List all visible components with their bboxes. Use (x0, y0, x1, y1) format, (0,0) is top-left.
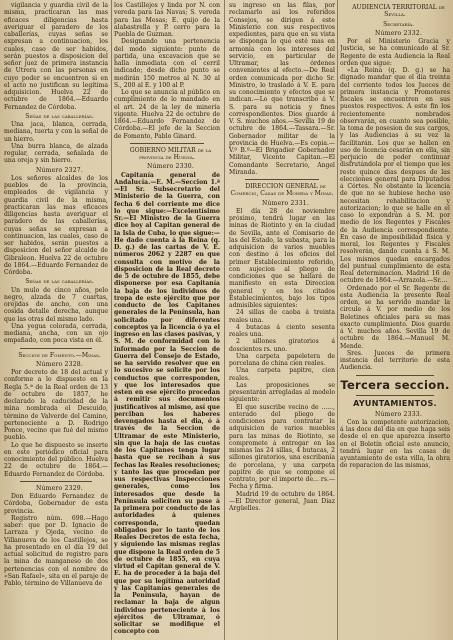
divider (356, 375, 434, 376)
paragraph: «La Reina (q. D. g.) se ha dignado mandar que el día treinta del corriente todos los Jueces de primera instancia y Promotores fiscales se encuentren en sus puestos respectivos. A este fin los recientemente nombrados observarán, en cuanto sea posible, la toma de posesion de sus cargos, y las Audiencias á su vez la facilitarán. Los que se hallen en uso de licencia cesarán en ella, sin perjuicio de poder continuar disfrutándola por el tiempo que les reste quince dias despues de las elecciones general para Diputados á Córtes. No obstante la licencia de que no se hubiese hecho uso necesitan rehabilitacion y autorizacion; lo que se halle en el caso lo expondrán á S. M. por medio de los Regentes y Fiscales de la Audiencia correspondiente. En caso de imposibilidad física y moral, los Regentes y Fiscales resolverán, dando cuenta á S. M. Los mismos quedan encargados del puntual cumplimiento de esta Real determinacion. Madrid 16 de octubre de 1864.—Arrazola.—Sr.... (340, 67, 450, 285)
paragraph: Una burra blanca, de alzada regular, cerrada, señalada de una oreja y sin hierro. (4, 142, 108, 165)
notice-number: Número 2330. (146, 163, 194, 171)
column-3 (229, 2, 335, 638)
paragraph: Un mulo de cinco años, pelo negro, alzada de 7 cuartas, orejidas de ancho, con una cosida detalle derecha, aunque que las otras del mismo lado. (4, 286, 108, 323)
notice-number: Número 2333. (374, 410, 422, 418)
paragraph: Lo que he dispuesto se inserte en este periódico oficial para conocimiento del público. Huelva 22 de octubre de 1864.—Eduardo Fernandez de Córdoba. (4, 441, 108, 478)
section-heading: GOBIERNO MILITAR de la provincia de Huelva. (129, 146, 212, 161)
column-2 (114, 2, 220, 638)
column-rule (224, 0, 225, 640)
paragraph: Don Eduardo Fernandez de Córdoba, Gobernador de esta provincia. (4, 493, 108, 515)
paragraph: Una carpeta papeletera de porcelana de china cien reales. (229, 352, 335, 367)
paragraph: 4 butacas á ciento sesenta reales una. (229, 323, 335, 338)
section-heading: DIRECCION GENERAL de Comercio, Casas de Moneda y Minas. (230, 183, 334, 198)
subheading: Señas de las caballerías. (25, 278, 94, 286)
paragraph: Capitanía general de Andalucía.—E. M.—Seccion 1.ª—El Sr. Subsecretario del Ministerio de la Guerra, con fecha 6 del corriente me dice lo que sigue:—Excelentísimo Sr.—El Ministro de la Guerra dice hoy al Capitan general de la Isla de Cuba, lo que sigue:—He dado cuenta á la Reina (q. D. g.) de las cartas de V. E. números 2062 y 2287 en que consulta con motivo de la disposicion de la Real decreto de 5 de octubre de 1855, debe disponerse por esa Capitanía la baja de los individuos de tropa de este ejército que por conducto de los Capitanes generales de la Península, han solicitado por diferentes conceptos ya la licencia ó ya el ingreso en las clases pasivas, y S. M. de conformidad con lo informado por la Seccion de Guerra del Consejo de Estado, se ha servido resolver que en lo sucesivo se solicite por los conductos que corresponden, y que los interesados que esten en ese ejército procedan á remitir sus documentos justificativos al mismo, así que perciban los haberes devengados hasta el dia, ó á través de la Seccion de Ultramar de este Ministerio, sin que la baja de las cuotas de los Capitanes tenga lugar hasta que se reciban á sus fechas las Reales resoluciones; y tanto las que procedan por sus respectivas Inspecciones generales, como los interesados que desde la Península soliciten su pase á la primera por conducto de las autoridades á quienes corresponda, quedan obligados por lo tanto de los Reales Decretos de esta fecha, y siguiendo las mismas reglas que dispone la Real orden de 5 de octubre de 1855, en cuya virtud el Capitan general de V. E. ha de proceder á la baja del que por su legítima autoridad y las Capitanías generales de la Península, hayan de reclamar la baja de algun individuo perteneciente á los ejércitos de Ultramar, ó solicitar se modifique el concepto con (114, 171, 220, 636)
column-rule (337, 0, 338, 640)
paragraph: Por el Ministerio Gracia y Justicia, se ha comunicado al Sr. Regente de esta Audiencia la Real orden que sigue: (340, 38, 450, 67)
paragraph: Registro núm. 698.—Hago saber: que por D. Ignacio de Larraza y Ojeda, vecino de Villanueva de los Castillejos, se ha presentado en el día 19 del actual solicitud de registro para la mina de manganeso de dos pertenencias con el nombre de «San Rafael», sita en el paraje de Pablo, término de Villanueva de (4, 514, 108, 587)
notice-number: Número 2328. (35, 360, 83, 368)
paragraph: Con la competente autorizacion, á las doce del dia en que haga seis desde el en que aparezca inserto en el Boletín oficial este anuncio, tendrá lugar en las casas de ayuntamiento de esta villa, la obra de reparacion de las mismas, (340, 418, 450, 470)
paragraph: El que suscribe vecino de ......, enterado del pliego de condiciones para contratar la adquisicion de varios muebles para las minas de Riotinto, se compromete á entregar en las mismas las 24 sillas, 4 butacas, 2 sillones giratorios, una escribanía de porcelana, y una carpeta papitre de que se compone el contrato, por el importe de... rs.—Fecha y firma. (229, 403, 335, 491)
column-4 (340, 2, 450, 638)
paragraph: 2 sillones giratorios á doscientos rs. uno. (229, 338, 335, 353)
divider (356, 395, 434, 396)
paragraph: Ordenado por el Sr. Regente de esta Audiencia la presente Real orden, se ha servido mandar la circule á V. por medio de los Boletines oficiales para su mas exacto cumplimiento. Dios guarde á V. muchos años. Sevilla 19 de octubre de 1864.—Manuel M. Mende. (340, 284, 450, 350)
paragraph: su ingreso en las filas, por reclamarlo así los referidos Consejos, se dirigen á este Ministerio con sus respectivos expedientes, para que en su vista se disponga lo que esté mas en armonía con los intereses del servicio, en particular de Ultramar, las órdenes convenientes al efecto.—De Real orden comunicada por dicho Sr. Ministro, lo traslado á V. E. para su conocimiento y efectos que se indican.—Lo que transcribo á V. S. para su noticia y fines correspondientes. Dios guarde á V. S. muchos años.—Sevilla 19 de octubre de 1864.—Tassara.—Sr. Gobernador militar de la provincia de Huelva.—Es copia.—V.º B.º—El Brigadier Gobernador Militar, Vicente Capitan.—El Comandante Secretario, Angel Miranda. (229, 2, 335, 176)
subheading: Señas de las caballerías. (25, 112, 94, 120)
paragraph: Una carpeta papitre, cien reales. (229, 367, 335, 382)
section-subtitle: AYUNTAMIENTOS. (353, 398, 437, 408)
section-title: Tercera seccion. (340, 377, 450, 392)
paragraph: Sres. Jueces de primera instancia del territorio de esta Audiencia. (340, 349, 450, 372)
paragraph: Una jaca, blanca, cerrada, mediana, tuerta y con la señal de un hierro. (4, 121, 108, 143)
section-heading: AUDIENCIA TERRITORIAL de Sevilla. (352, 4, 445, 19)
paragraph: Lo que se anuncia al público en cumplimiento de lo mandado en el art. 24 de la ley de minería vigente. Huelva 22 de octubre de 1864.—Eduardo Fernandez de Córdoba.—El jefe de la Seccion de Fomento, Pablo Ginard. (114, 89, 220, 140)
divider (20, 481, 92, 482)
paragraph: Una yegua colorada, cerrada, mediana, ancha, con un ojo empañado, con poca vista en él. (4, 322, 108, 345)
notice-number: Número 2329. (35, 484, 83, 492)
notice-number: Número 2327. (35, 166, 83, 174)
section-heading: Secretaría. (383, 20, 414, 28)
divider (20, 348, 92, 349)
paragraph: vigilancia y guardia civil de la misma, practicaran las mas eficaces diligencias hasta averiguar el paradero de los caballerías, cuyas señas se expresan a continuacion, los cuales, caso de ser habidos, serán puestos a disposicion del señor juez de primera instancia de Utrera con las personas en cuyo poder se encuentren si en el acto no justifican su legítima adquisicion. Huelva 22 de octubre de 1864.—Eduardo Fernandez de Córdoba. (4, 2, 108, 111)
paragraph: Designando una pertenencia del modo siguiente: punto de partida, una excavacion que se halla inmediata con el cerril indicado; desde dicho punto se medirán 150 metros al N. 30 al S., 200 al E. y 100 al P. (114, 38, 220, 89)
paragraph: Por decreto de 18 del actual y conforme a lo dispuesto en la Regla 5.ª de la Real orden de 13 de octubre de 1857, he declarado la caducidad de la mina nombrada el Descuido, término de Valverde del Camino, perteneciente a D. Rodrigo Ponce, vecino que fué del mismo pueblo. (4, 369, 108, 442)
paragraph: Madrid 19 de octubre de 1864.—El Director general, Juan Diaz Argüelles. (229, 490, 335, 512)
paragraph: El día 28 de noviembre próximo, tendrá lugar en las minas de Riotinto y en la ciudad de Sevilla, ante el Comisario de las del Estado, la subasta, para la adquisicion de varios muebles con destino á los oficios del primer Establecimiento referido, con sujecion al pliego de condiciones que se hallará de manifiesto en esta Direccion general y en los citados Establecimientos, bajo los tipos admisibles siguientes: (229, 207, 335, 309)
paragraph: los Castillejos y linda por N. con vereda para las Navas; S. vereda para las Mesas; E. quijo de la alabastrella y P. cerro para la Puebla de Guzman. (114, 2, 220, 38)
paragraph: 24 sillas de caoba á treinta reales una. (229, 309, 335, 324)
paragraph: Las proposiciones se presentarán arregladas al modelo siguiente: (229, 381, 335, 404)
divider (130, 143, 204, 144)
subheading: Seccion de Fomento.—Minas. (18, 351, 101, 359)
notice-number: Número 2331. (261, 199, 309, 207)
notice-number: Número 2332. (374, 29, 422, 37)
column-rule (111, 0, 112, 640)
column-1 (4, 2, 108, 638)
paragraph: Los señores alcaldes de los pueblos de la provincia, empleados de vigilancia y guardia civil de la misma, practicaran las mas eficaces diligencias hasta averiguar el paradero de las caballerías, cuyas señas se expresan a continuacion, las cuales, caso de ser habidos, serán puestos a disposicion del señor alcalde de Gibraleon. Huelva 22 de octubre de 1864.—Eduardo Fernandez de Córdoba. (4, 174, 108, 276)
divider (245, 179, 319, 180)
